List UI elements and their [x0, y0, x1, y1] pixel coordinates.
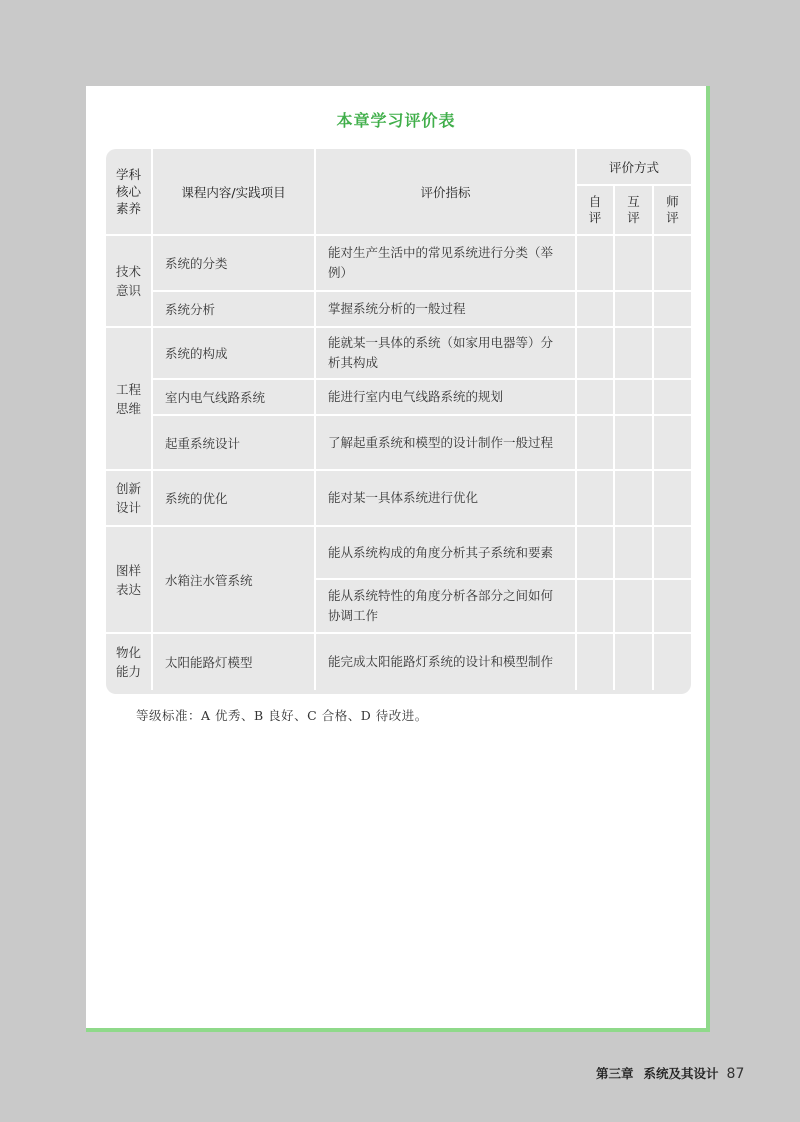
content-cell: 系统分析 — [152, 291, 315, 327]
table-row — [106, 235, 691, 291]
peer-eval-cell[interactable] — [614, 526, 653, 579]
self-eval-cell[interactable] — [576, 291, 614, 327]
self-eval-cell[interactable] — [576, 633, 614, 690]
teacher-eval-cell[interactable] — [653, 633, 691, 690]
peer-eval-cell[interactable] — [614, 291, 653, 327]
header-course-content: 课程内容/实践项目 — [152, 149, 315, 235]
content-cell: 水箱注水管系统 — [152, 526, 315, 633]
chapter-name: 系统及其设计 — [643, 1066, 719, 1081]
self-eval-cell[interactable] — [576, 327, 614, 379]
table-row — [106, 379, 691, 415]
table-row — [106, 291, 691, 327]
header-teacher-eval: 师 评 — [653, 185, 691, 235]
table-row — [106, 633, 691, 690]
peer-eval-cell[interactable] — [614, 379, 653, 415]
teacher-eval-cell[interactable] — [653, 579, 691, 633]
header-core-literacy: 学科 核心 素养 — [106, 149, 152, 235]
content-cell: 起重系统设计 — [152, 415, 315, 470]
header-self-eval: 自 评 — [576, 185, 614, 235]
teacher-eval-cell[interactable] — [653, 379, 691, 415]
peer-eval-cell[interactable] — [614, 633, 653, 690]
indicator-cell: 能对生产生活中的常见系统进行分类（举例） — [315, 235, 576, 291]
core-tech-awareness: 技术 意识 — [106, 235, 152, 327]
evaluation-table — [106, 149, 691, 690]
indicator-cell: 能从系统构成的角度分析其子系统和要素 — [315, 526, 576, 579]
teacher-eval-cell[interactable] — [653, 327, 691, 379]
teacher-eval-cell[interactable] — [653, 470, 691, 526]
peer-eval-cell[interactable] — [614, 235, 653, 291]
self-eval-cell[interactable] — [576, 235, 614, 291]
indicator-cell: 能完成太阳能路灯系统的设计和模型制作 — [315, 633, 576, 690]
teacher-eval-cell[interactable] — [653, 235, 691, 291]
table-title: 本章学习评价表 — [336, 111, 456, 130]
document-page — [86, 86, 710, 1032]
evaluation-table-container — [106, 149, 691, 694]
self-eval-cell[interactable] — [576, 415, 614, 470]
core-engineering-thinking: 工程 思维 — [106, 327, 152, 470]
table-row — [106, 415, 691, 470]
self-eval-cell[interactable] — [576, 379, 614, 415]
peer-eval-cell[interactable] — [614, 470, 653, 526]
indicator-cell: 能对某一具体系统进行优化 — [315, 470, 576, 526]
content-cell: 太阳能路灯模型 — [152, 633, 315, 690]
indicator-cell: 能进行室内电气线路系统的规划 — [315, 379, 576, 415]
table-row — [106, 327, 691, 379]
indicator-cell: 能就某一具体的系统（如家用电器等）分析其构成 — [315, 327, 576, 379]
table-row — [106, 470, 691, 526]
table-row — [106, 526, 691, 579]
chapter-label: 第三章 — [596, 1066, 634, 1081]
peer-eval-cell[interactable] — [614, 579, 653, 633]
self-eval-cell[interactable] — [576, 579, 614, 633]
peer-eval-cell[interactable] — [614, 415, 653, 470]
header-indicator: 评价指标 — [315, 149, 576, 235]
content-cell: 系统的分类 — [152, 235, 315, 291]
peer-eval-cell[interactable] — [614, 327, 653, 379]
page-number: 87 — [726, 1066, 745, 1082]
header-evaluation-method: 评价方式 — [576, 149, 691, 185]
core-materialization-ability: 物化 能力 — [106, 633, 152, 690]
content-cell: 室内电气线路系统 — [152, 379, 315, 415]
core-graphic-expression: 图样 表达 — [106, 526, 152, 633]
teacher-eval-cell[interactable] — [653, 291, 691, 327]
core-innovative-design: 创新 设计 — [106, 470, 152, 526]
content-cell: 系统的构成 — [152, 327, 315, 379]
grading-standard-note: 等级标准：A 优秀、B 良好、C 合格、D 待改进。 — [136, 708, 428, 723]
header-peer-eval: 互 评 — [614, 185, 653, 235]
teacher-eval-cell[interactable] — [653, 526, 691, 579]
page-footer — [596, 1064, 744, 1082]
teacher-eval-cell[interactable] — [653, 415, 691, 470]
indicator-cell: 能从系统特性的角度分析各部分之间如何协调工作 — [315, 579, 576, 633]
indicator-cell: 了解起重系统和模型的设计制作一般过程 — [315, 415, 576, 470]
indicator-cell: 掌握系统分析的一般过程 — [315, 291, 576, 327]
content-cell: 系统的优化 — [152, 470, 315, 526]
self-eval-cell[interactable] — [576, 470, 614, 526]
self-eval-cell[interactable] — [576, 526, 614, 579]
